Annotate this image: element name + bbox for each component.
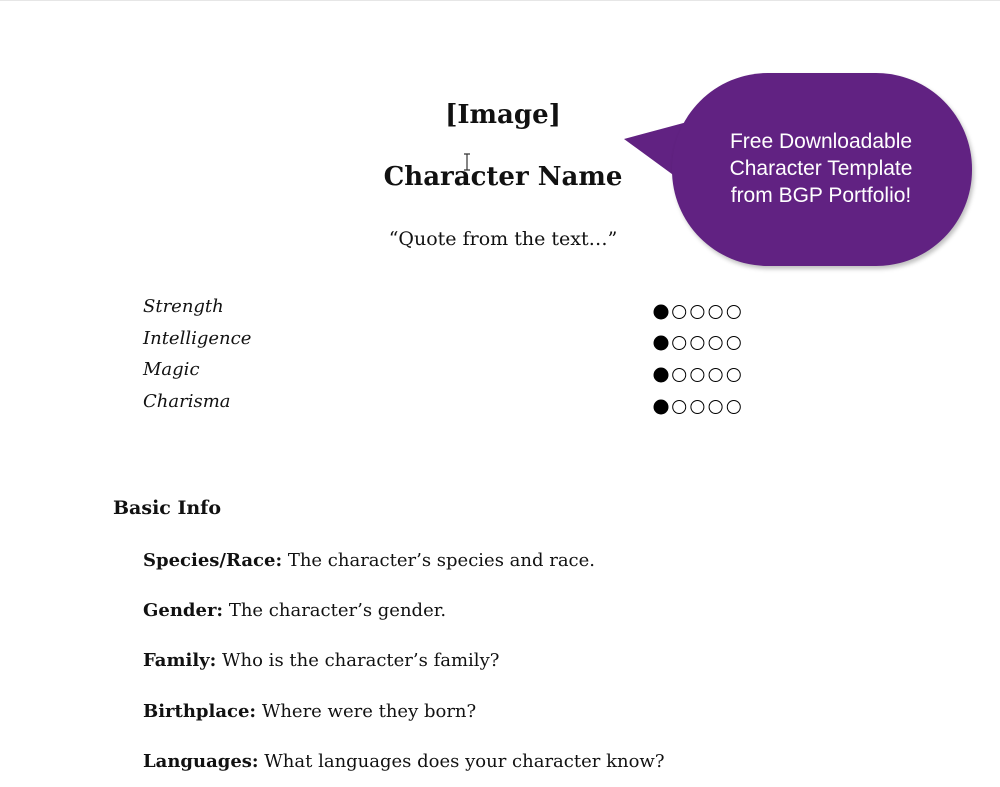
- stat-label-charisma: Charisma: [143, 391, 231, 412]
- empty-dot-icon: [691, 337, 704, 350]
- info-value: Who is the character’s family?: [222, 650, 500, 671]
- page-top-edge: [0, 0, 1000, 1]
- empty-dot-icon: [691, 306, 704, 319]
- basic-info-heading: Basic Info: [113, 497, 222, 519]
- info-label: Family:: [143, 650, 217, 671]
- info-value: The character’s species and race.: [287, 550, 596, 571]
- info-label: Languages:: [143, 751, 259, 772]
- stat-rating-magic: [653, 367, 745, 383]
- text-cursor-icon: [462, 153, 472, 171]
- callout-line: Free Downloadable: [729, 130, 913, 153]
- empty-dot-icon: [691, 369, 704, 382]
- empty-dot-icon: [727, 306, 740, 319]
- callout-text: [690, 128, 952, 209]
- character-quote: “Quote from the text…”: [388, 228, 618, 250]
- info-row-species: [143, 550, 595, 571]
- callout-line: from BGP Portfolio!: [730, 184, 912, 207]
- info-row-family: [143, 650, 499, 671]
- stat-label-strength: Strength: [143, 296, 224, 317]
- info-row-languages: [143, 751, 664, 772]
- info-label: Species/Race:: [143, 550, 283, 571]
- stat-rating-charisma: [653, 399, 745, 415]
- empty-dot-icon: [727, 369, 740, 382]
- character-name-heading: Character Name: [383, 162, 623, 192]
- empty-dot-icon: [709, 401, 722, 414]
- empty-dot-icon: [727, 401, 740, 414]
- empty-dot-icon: [691, 401, 704, 414]
- empty-dot-icon: [673, 369, 686, 382]
- filled-dot-icon: [654, 368, 668, 382]
- stat-label-magic: Magic: [143, 359, 200, 380]
- filled-dot-icon: [654, 336, 668, 350]
- info-label: Gender:: [143, 600, 224, 621]
- info-value: The character’s gender.: [228, 600, 447, 621]
- info-value: What languages does your character know?: [264, 751, 665, 772]
- empty-dot-icon: [673, 401, 686, 414]
- info-label: Birthplace:: [143, 701, 257, 722]
- info-value: Where were they born?: [261, 701, 477, 722]
- empty-dot-icon: [709, 337, 722, 350]
- info-row-birthplace: [143, 701, 476, 722]
- stat-rating-strength: [653, 304, 745, 320]
- image-placeholder: [Image]: [445, 100, 561, 130]
- empty-dot-icon: [709, 306, 722, 319]
- filled-dot-icon: [654, 400, 668, 414]
- empty-dot-icon: [727, 337, 740, 350]
- empty-dot-icon: [673, 306, 686, 319]
- stat-rating-intelligence: [653, 335, 745, 351]
- stat-label-intelligence: Intelligence: [143, 328, 252, 349]
- info-row-gender: [143, 600, 446, 621]
- filled-dot-icon: [654, 305, 668, 319]
- callout-line: Character Template: [729, 157, 913, 180]
- empty-dot-icon: [709, 369, 722, 382]
- empty-dot-icon: [673, 337, 686, 350]
